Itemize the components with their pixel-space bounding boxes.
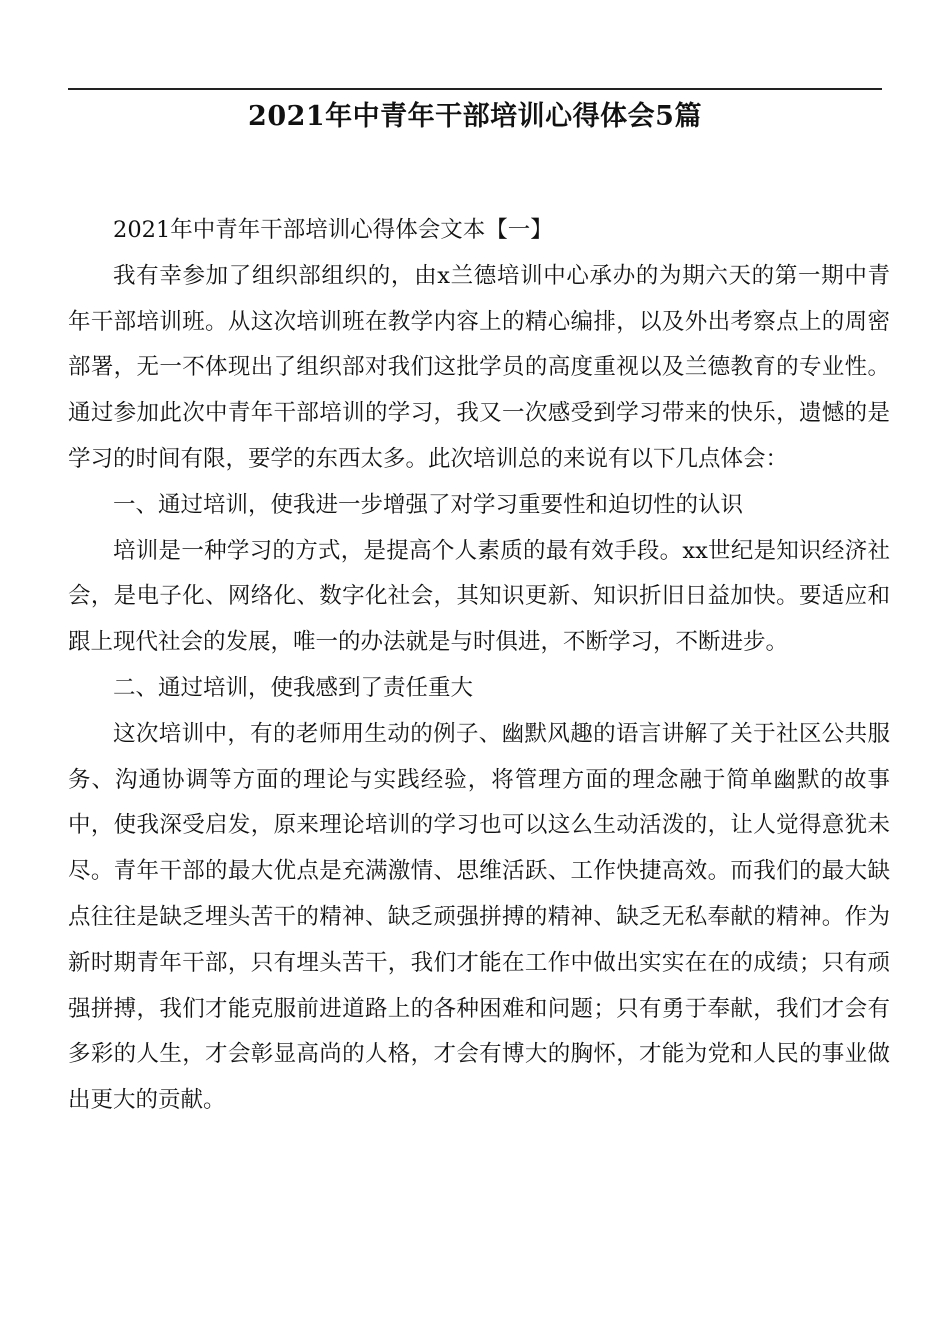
subheading-1: 一、通过培训，使我进一步增强了对学习重要性和迫切性的认识: [113, 491, 744, 518]
document-body: [68, 208, 890, 1124]
subheading-2: 二、通过培训，使我感到了责任重大: [113, 674, 474, 701]
body-paragraph: 这次培训中，有的老师用生动的例子、幽默风趣的语言讲解了关于社区公共服务、沟通协调等方面的理论与实践经验，将管理方面的理念融于简单幽默的故事中，使我深受启发，原来理论培训的学习也可以这么生动活泼的，让人觉得意犹未尽。青年干部的最大优点是充满激情、思维活跃、工作快捷高效。而我们的最大缺点往往是缺乏埋头苦干的精神、缺乏顽强拼搏的精神、缺乏无私奉献的精神。作为新时期青年干部，只有埋头苦干，我们才能在工作中做出实实在在的成绩；只有顽强拼搏，我们才能克服前进道路上的各种困难和问题；只有勇于奉献，我们才会有多彩的人生，才会彰显高尚的人格，才会有博大的胸怀，才能为党和人民的事业做出更大的贡献。: [68, 720, 890, 1114]
header-rule: [68, 88, 882, 90]
body-paragraph: 培训是一种学习的方式，是提高个人素质的最有效手段。xx世纪是知识经济社会，是电子化、网络化、数字化社会，其知识更新、知识折旧日益加快。要适应和跟上现代社会的发展，唯一的办法就是与时俱进，不断学习，不断进步。: [68, 537, 890, 656]
section-heading-1: 2021年中青年干部培训心得体会文本【一】: [113, 217, 553, 243]
body-paragraph: 我有幸参加了组织部组织的，由x兰德培训中心承办的为期六天的第一期中青年干部培训班。从这次培训班在教学内容上的精心编排，以及外出考察点上的周密部署，无一不体现出了组织部对我们这批学员的高度重视以及兰德教育的专业性。通过参加此次中青年干部培训的学习，我又一次感受到学习带来的快乐，遗憾的是学习的时间有限，要学的东西太多。此次培训总的来说有以下几点体会：: [68, 262, 890, 472]
document-title: 2021年中青年干部培训心得体会5篇: [248, 101, 702, 132]
